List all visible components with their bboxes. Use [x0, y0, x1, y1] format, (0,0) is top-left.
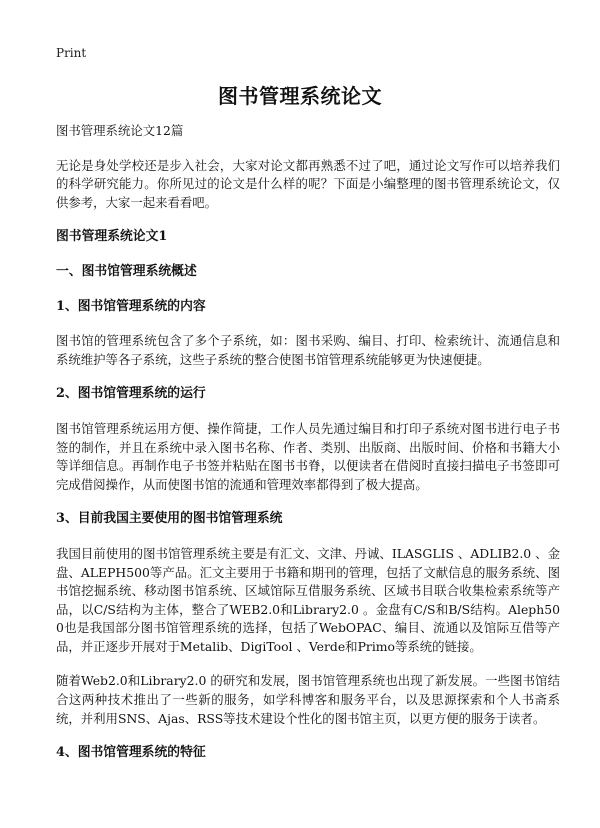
paragraph: 随着Web2.0和Library2.0 的研究和发展，图书馆管理系统也出现了新发展。一些图书馆结合这两种技术推出了一些新的服务，如学科博客和服务平台，以及思源探索和个人书斋系统，并利用SNS、Ajas、RSS等技术建设个性化的图书馆主页，以更方便的服务于读者。: [56, 673, 560, 726]
subsection-heading: 2、图书馆管理系统的运行: [56, 386, 206, 402]
essay-heading: 图书管理系统论文1: [56, 229, 168, 245]
subsection-heading: 3、目前我国主要使用的图书馆管理系统: [56, 511, 283, 527]
section-heading: 一、图书馆管理系统概述: [56, 263, 197, 279]
subsection-heading: 1、图书馆管理系统的内容: [56, 298, 206, 314]
paragraph: 图书馆的管理系统包含了多个子系统，如：图书采购、编目、打印、检索统计、流通信息和系统维护等各子系统，这些子系统的整合使图书馆管理系统能够更为快速便捷。: [56, 333, 560, 367]
print-link[interactable]: Print: [56, 46, 87, 60]
paragraph: 图书馆管理系统运用方便、操作简捷，工作人员先通过编目和打印子系统对图书进行电子书签的制作，并且在系统中录入图书名称、作者、类别、出版商、出版时间、价格和书籍大小等详细信息。再制作电子书签并粘贴在图书书脊，以便读者在借阅时直接扫描电子书签即可完成借阅操作，从而使图书馆的流通和管理效率都得到了极大提高。: [56, 420, 560, 492]
document-subtitle: 图书管理系统论文12篇: [56, 123, 184, 138]
document-body: [56, 122, 560, 779]
document-title: 图书管理系统论文: [218, 84, 382, 108]
intro-paragraph: 无论是身处学校还是步入社会，大家对论文都再熟悉不过了吧，通过论文写作可以培养我们的科学研究能力。你所见过的论文是什么样的呢？下面是小编整理的图书管理系统论文，仅供参考，大家一起来看看吧。: [56, 157, 560, 210]
paragraph: 我国目前使用的图书馆管理系统主要是有汇文、文津、丹诚、ILASGLIS 、ADLIB2.0 、金盘、ALEPH500等产品。汇文主要用于书籍和期刊的管理，包括了文献信息的服务系统、图书馆挖掘系统、移动图书馆系统、区域馆际互借服务系统、区域书目联合收集检索系统等产品，以C/S结构为主体，整合了WEB2.0和Library2.0 。金盘有C/S和B/S结构。Aleph500也是我国部分图书馆管理系统的选择，包括了WebOPAC、编目、流通以及馆际互借等产品，并正逐步开展对于Metalib、DigiTool 、Verde和Primo等系统的链接。: [56, 545, 560, 654]
subsection-heading: 4、图书馆管理系统的特征: [56, 745, 206, 761]
